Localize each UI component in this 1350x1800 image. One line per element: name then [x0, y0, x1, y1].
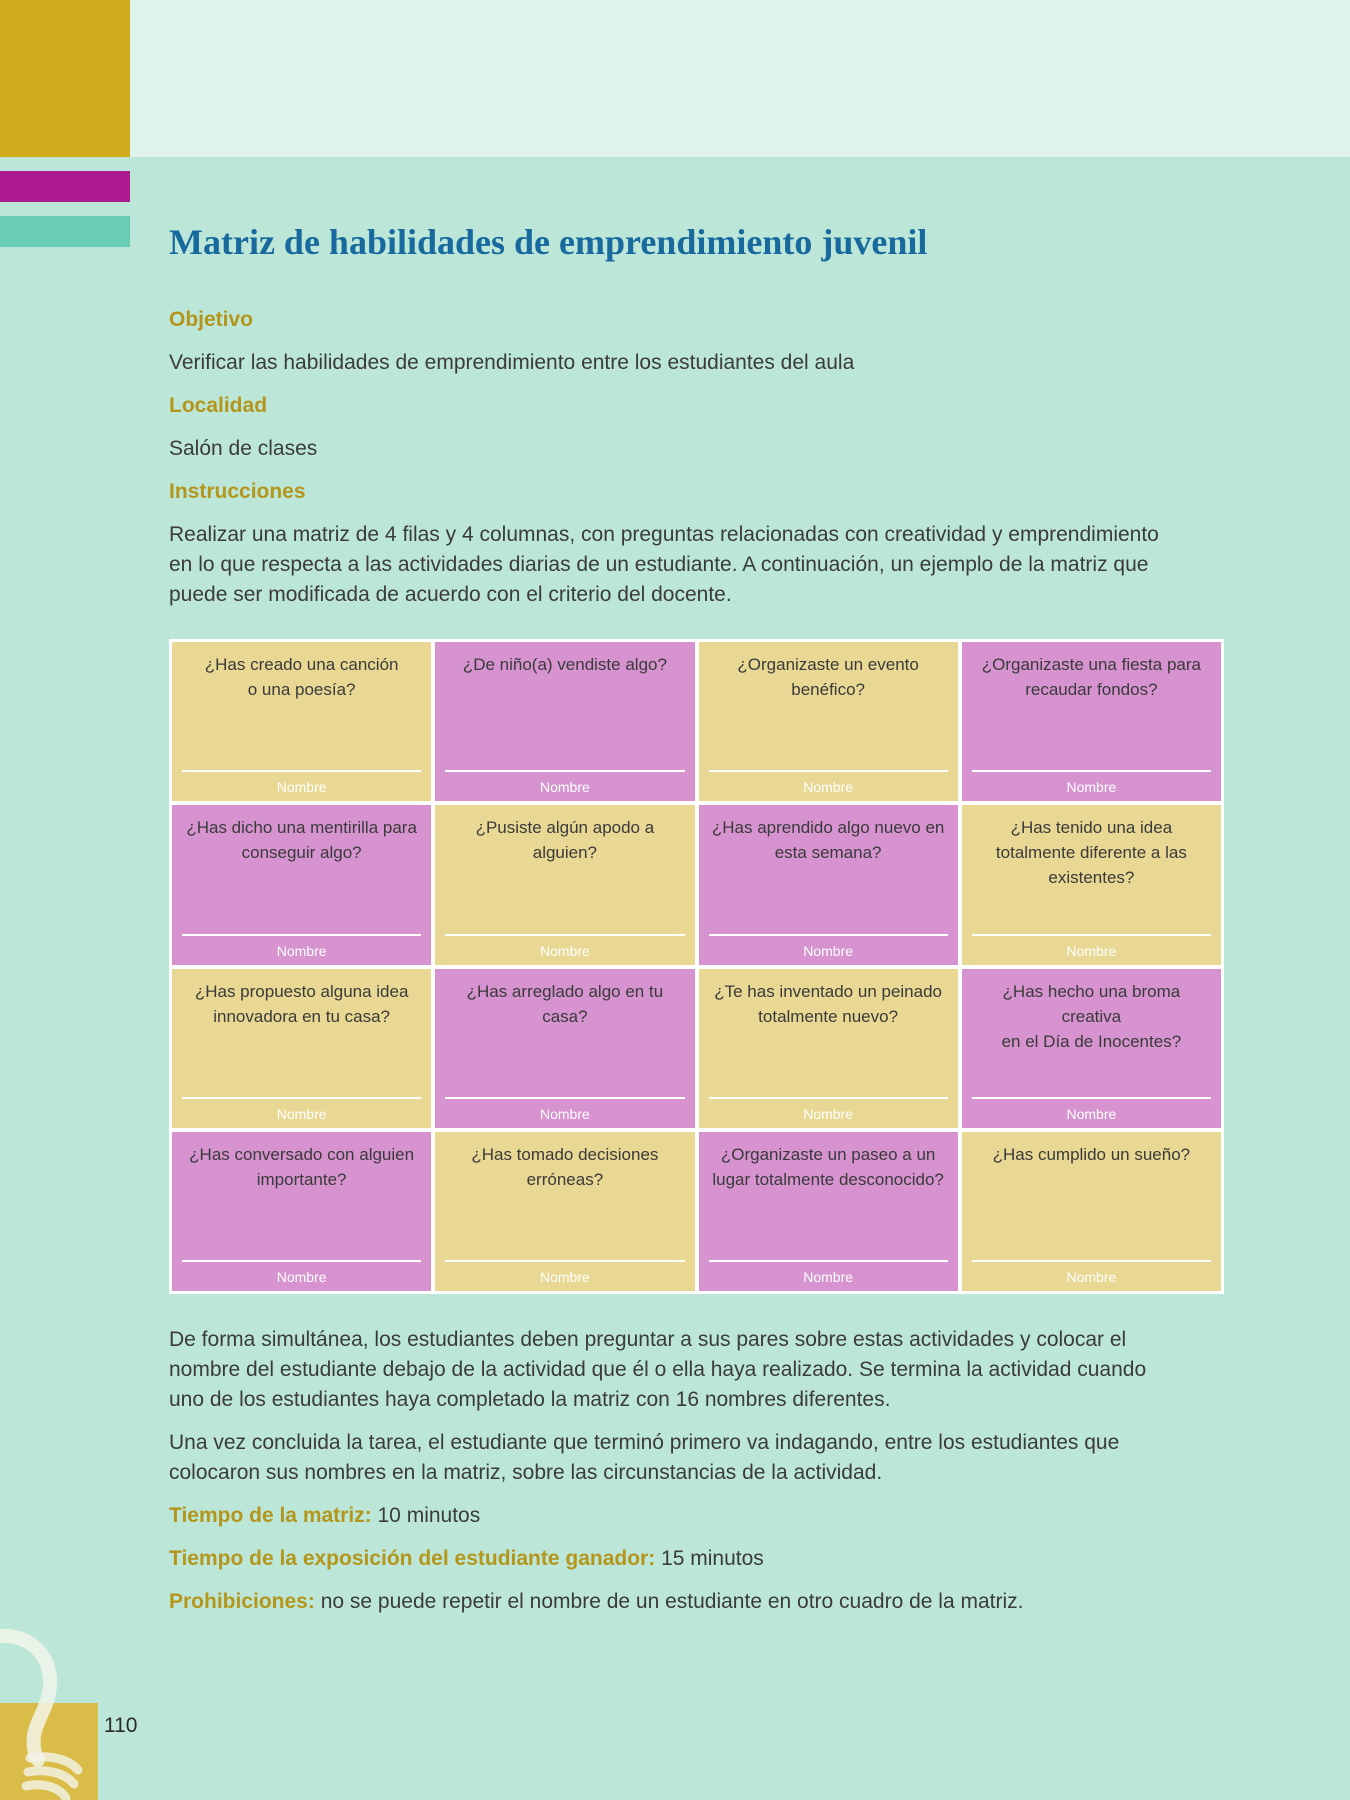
- matrix-cell: [699, 969, 958, 1128]
- matrix-time-value: 10 minutos: [371, 1504, 481, 1527]
- instructions-heading: Instrucciones: [169, 480, 306, 503]
- matrix-time-label: Tiempo de la matriz:: [169, 1504, 372, 1527]
- matrix-cell: [699, 642, 958, 801]
- name-line: [445, 770, 684, 772]
- matrix-question: ¿Organizaste un evento benéfico?: [737, 655, 919, 699]
- procedure-paragraph: De forma simultánea, los estudiantes deben preguntar a sus pares sobre estas actividades y colocar el nombre del estudiante debajo de la actividad que él o ella haya realizado. Se termina la actividad cuando uno de los estudiantes haya completado la matriz con 16 nombres diferentes.: [169, 1328, 1147, 1411]
- name-line: [972, 1260, 1211, 1262]
- matrix-cell: [962, 969, 1221, 1128]
- exposition-time-label: Tiempo de la exposición del estudiante ganador:: [169, 1547, 656, 1570]
- exposition-time-row: [169, 1544, 1184, 1574]
- name-line: [182, 1260, 421, 1262]
- matrix-question: ¿Organizaste un paseo a un lugar totalmente desconocido?: [712, 1144, 944, 1189]
- name-label: Nombre: [276, 779, 327, 796]
- matrix-question: ¿Has tenido una idea totalmente diferente a las existentes?: [995, 818, 1187, 888]
- matrix-cell: [172, 642, 431, 801]
- name-label: Nombre: [276, 1269, 327, 1285]
- skills-matrix: [169, 639, 1224, 1294]
- matrix-cell: [172, 969, 431, 1128]
- name-label: Nombre: [539, 1269, 590, 1285]
- matrix-question: ¿Has arreglado algo en tu casa?: [466, 981, 664, 1026]
- matrix-cell: [172, 805, 431, 964]
- matrix-question: ¿Pusiste algún apodo a alguien?: [475, 818, 655, 863]
- name-line: [182, 1097, 421, 1099]
- closing-section: [169, 1325, 1184, 1617]
- matrix-question: ¿Organizaste una fiesta para recaudar fondos?: [981, 655, 1201, 699]
- name-line: [972, 1097, 1211, 1099]
- name-label: Nombre: [803, 942, 854, 959]
- location-heading: Localidad: [169, 394, 268, 417]
- matrix-question: ¿Has creado una canción o una poesía?: [204, 655, 399, 699]
- matrix-cell: [962, 1132, 1221, 1291]
- side-teal-bar: [0, 216, 130, 247]
- matrix-cell: [435, 805, 694, 964]
- matrix-cell: [435, 1132, 694, 1291]
- name-line: [709, 934, 948, 936]
- matrix-time-row: [169, 1501, 1184, 1531]
- name-label: Nombre: [539, 942, 590, 959]
- prohibitions-row: [169, 1587, 1184, 1617]
- name-label: Nombre: [1066, 1269, 1117, 1285]
- matrix-cell: [699, 1132, 958, 1291]
- matrix-question: ¿Has conversado con alguien importante?: [189, 1144, 415, 1189]
- instructions-text: Realizar una matriz de 4 filas y 4 columnas, con preguntas relacionadas con creatividad y emprendimiento en lo que respecta a las actividades diarias de un estudiante. A continuación, un ejemplo de la matriz que puede ser modificada de acuerdo con el criterio del docente.: [169, 523, 1159, 606]
- intro-section: [169, 215, 1184, 610]
- matrix-question: ¿Has dicho una mentirilla para conseguir algo?: [186, 818, 417, 863]
- objective-heading: Objetivo: [169, 308, 254, 331]
- matrix-question: ¿Has cumplido un sueño?: [992, 1144, 1191, 1164]
- name-line: [972, 770, 1211, 772]
- matrix-cell: [962, 642, 1221, 801]
- matrix-cell: [172, 1132, 431, 1291]
- name-label: Nombre: [539, 779, 590, 796]
- name-label: Nombre: [1066, 1105, 1117, 1122]
- side-magenta-bar: [0, 171, 130, 202]
- matrix-question: ¿De niño(a) vendiste algo?: [462, 655, 667, 674]
- exposition-time-value: 15 minutos: [655, 1547, 764, 1570]
- name-line: [182, 934, 421, 936]
- name-line: [445, 934, 684, 936]
- matrix-question: ¿Has hecho una broma creativa en el Día de Inocentes?: [1001, 981, 1182, 1051]
- matrix-cell: [435, 642, 694, 801]
- name-label: Nombre: [276, 942, 327, 959]
- name-label: Nombre: [1066, 779, 1117, 796]
- followup-paragraph: Una vez concluida la tarea, el estudiante que terminó primero va indagando, entre los estudiantes que colocaron sus nombres en la matriz, sobre las circunstancias de la actividad.: [169, 1431, 1120, 1484]
- page-title: Matriz de habilidades de emprendimiento juvenil: [169, 222, 928, 262]
- name-label: Nombre: [803, 779, 854, 796]
- name-label: Nombre: [1066, 942, 1117, 959]
- name-line: [972, 934, 1211, 936]
- name-line: [182, 770, 421, 772]
- name-label: Nombre: [803, 1269, 854, 1285]
- lightbulb-icon: [0, 1628, 100, 1800]
- matrix-question: ¿Te has inventado un peinado totalmente nuevo?: [714, 981, 943, 1026]
- name-line: [709, 770, 948, 772]
- name-label: Nombre: [276, 1105, 327, 1122]
- name-line: [709, 1097, 948, 1099]
- location-text: Salón de clases: [169, 437, 318, 460]
- prohibitions-value: no se puede repetir el nombre de un estudiante en otro cuadro de la matriz.: [314, 1590, 1024, 1613]
- matrix-cell: [435, 969, 694, 1128]
- side-gold-bar: [0, 0, 130, 157]
- name-line: [445, 1260, 684, 1262]
- matrix-cell: [699, 805, 958, 964]
- page-number: 110: [104, 1714, 138, 1737]
- matrix-question: ¿Has aprendido algo nuevo en esta semana?: [711, 818, 945, 863]
- matrix-question: ¿Has tomado decisiones erróneas?: [471, 1144, 659, 1189]
- prohibitions-label: Prohibiciones:: [169, 1590, 315, 1613]
- top-band: [0, 0, 1350, 157]
- name-line: [709, 1260, 948, 1262]
- name-label: Nombre: [803, 1105, 854, 1122]
- name-label: Nombre: [539, 1105, 590, 1122]
- objective-text: Verificar las habilidades de emprendimiento entre los estudiantes del aula: [169, 351, 855, 374]
- matrix-question: ¿Has propuesto alguna idea innovadora en tu casa?: [194, 981, 409, 1026]
- name-line: [445, 1097, 684, 1099]
- matrix-cell: [962, 805, 1221, 964]
